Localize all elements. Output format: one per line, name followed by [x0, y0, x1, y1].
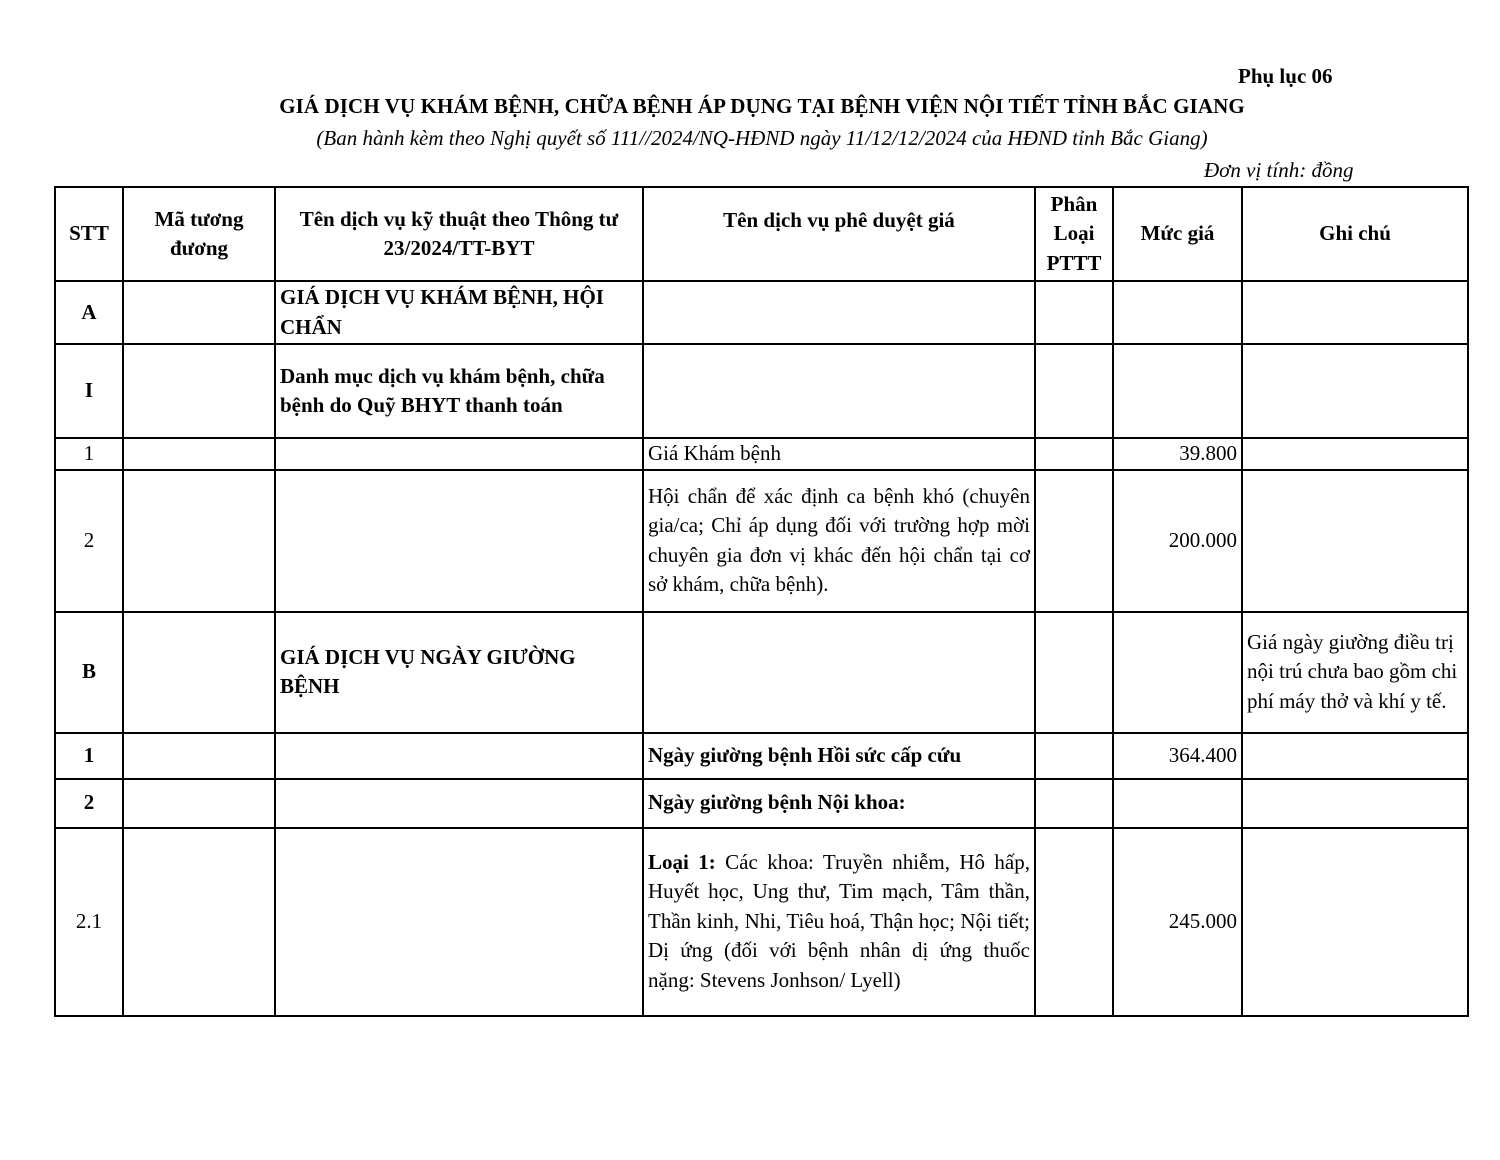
cell-ghi-chu: Giá ngày giường điều trị nội trú chưa bao gồm chi phí máy thở và khí y tế.	[1242, 612, 1468, 733]
table-row	[55, 779, 1468, 828]
cell-ghi-chu	[1242, 733, 1468, 779]
cell-stt: I	[55, 344, 123, 438]
cell-ghi-chu	[1242, 779, 1468, 828]
cell-ghi-chu	[1242, 344, 1468, 438]
col-header-ma-tuong-duong: Mã tương đương	[123, 187, 275, 281]
category-description: Các khoa: Truyền nhiễm, Hô hấp, Huyết học, Ung thư, Tim mạch, Tâm thần, Thần kinh, Nhi, Tiêu hoá, Thận học; Nội tiết; Dị ứng (đối với bệnh nhân dị ứng thuốc nặng: Stevens Jonhson/ Lyell)	[648, 849, 1030, 992]
cell-muc-gia: 39.800	[1113, 438, 1242, 470]
cell-ma	[123, 612, 275, 733]
price-table	[54, 186, 1469, 1017]
cell-stt: 2	[55, 470, 123, 612]
cell-ten-thong-tu: GIÁ DỊCH VỤ NGÀY GIƯỜNG BỆNH	[275, 612, 643, 733]
col-header-stt: STT	[55, 187, 123, 281]
cell-ten-thong-tu	[275, 733, 643, 779]
cell-muc-gia: 364.400	[1113, 733, 1242, 779]
cell-ghi-chu	[1242, 828, 1468, 1016]
cell-ten-phe-duyet: Ngày giường bệnh Nội khoa:	[643, 779, 1035, 828]
cell-ma	[123, 828, 275, 1016]
cell-ten-thong-tu	[275, 470, 643, 612]
cell-stt: 2	[55, 779, 123, 828]
cell-ten-thong-tu	[275, 438, 643, 470]
cell-ten-phe-duyet	[643, 344, 1035, 438]
document-subtitle: (Ban hành kèm theo Nghị quyết số 111//2024/NQ-HĐND ngày 11/12/12/2024 của HĐND tỉnh Bắc Giang)	[316, 126, 1208, 150]
cell-phan-loai	[1035, 438, 1113, 470]
cell-ten-phe-duyet	[643, 612, 1035, 733]
table-row	[55, 470, 1468, 612]
cell-ghi-chu	[1242, 281, 1468, 344]
cell-ten-phe-duyet: Hội chẩn để xác định ca bệnh khó (chuyên gia/ca; Chỉ áp dụng đối với trường hợp mời chuyên gia đơn vị khác đến hội chẩn tại cơ sở khám, chữa bệnh).	[643, 470, 1035, 612]
cell-stt: A	[55, 281, 123, 344]
cell-ten-phe-duyet	[643, 828, 1035, 1016]
table-row	[55, 281, 1468, 344]
cell-ten-thong-tu: GIÁ DỊCH VỤ KHÁM BỆNH, HỘI CHẨN	[275, 281, 643, 344]
category-label: Loại 1:	[648, 849, 716, 874]
cell-ten-thong-tu: Danh mục dịch vụ khám bệnh, chữa bệnh do Quỹ BHYT thanh toán	[275, 344, 643, 438]
cell-ma	[123, 438, 275, 470]
cell-ten-phe-duyet: Ngày giường bệnh Hồi sức cấp cứu	[643, 733, 1035, 779]
cell-muc-gia: 200.000	[1113, 470, 1242, 612]
cell-phan-loai	[1035, 612, 1113, 733]
cell-muc-gia: 245.000	[1113, 828, 1242, 1016]
cell-ten-thong-tu	[275, 779, 643, 828]
cell-phan-loai	[1035, 733, 1113, 779]
cell-phan-loai	[1035, 344, 1113, 438]
col-header-ten-dich-vu-thong-tu: Tên dịch vụ kỹ thuật theo Thông tư 23/2024/TT-BYT	[275, 187, 643, 281]
cell-ten-phe-duyet: Giá Khám bệnh	[643, 438, 1035, 470]
unit-label: Đơn vị tính: đồng	[1204, 158, 1354, 182]
table-header-row	[55, 187, 1468, 281]
cell-ma	[123, 733, 275, 779]
cell-muc-gia	[1113, 779, 1242, 828]
cell-ten-thong-tu	[275, 828, 643, 1016]
cell-phan-loai	[1035, 779, 1113, 828]
col-header-muc-gia: Mức giá	[1113, 187, 1242, 281]
cell-phan-loai	[1035, 470, 1113, 612]
table-row	[55, 828, 1468, 1016]
cell-ghi-chu	[1242, 438, 1468, 470]
cell-ma	[123, 281, 275, 344]
document-title: GIÁ DỊCH VỤ KHÁM BỆNH, CHỮA BỆNH ÁP DỤNG TẠI BỆNH VIỆN NỘI TIẾT TỈNH BẮC GIANG	[279, 94, 1245, 118]
cell-ghi-chu	[1242, 470, 1468, 612]
cell-ma	[123, 779, 275, 828]
cell-muc-gia	[1113, 344, 1242, 438]
cell-stt: B	[55, 612, 123, 733]
table-row	[55, 733, 1468, 779]
cell-muc-gia	[1113, 281, 1242, 344]
cell-muc-gia	[1113, 612, 1242, 733]
cell-phan-loai	[1035, 828, 1113, 1016]
cell-phan-loai	[1035, 281, 1113, 344]
cell-stt: 1	[55, 438, 123, 470]
cell-stt: 2.1	[55, 828, 123, 1016]
table-row	[55, 438, 1468, 470]
col-header-phan-loai: Phân Loại PTTT	[1035, 187, 1113, 281]
col-header-ghi-chu: Ghi chú	[1242, 187, 1468, 281]
table-row	[55, 612, 1468, 733]
table-row	[55, 344, 1468, 438]
col-header-ten-dich-vu-phe-duyet: Tên dịch vụ phê duyệt giá	[643, 187, 1035, 281]
appendix-label: Phụ lục 06	[1238, 64, 1333, 88]
cell-ma	[123, 470, 275, 612]
cell-ten-phe-duyet	[643, 281, 1035, 344]
cell-ma	[123, 344, 275, 438]
cell-stt: 1	[55, 733, 123, 779]
